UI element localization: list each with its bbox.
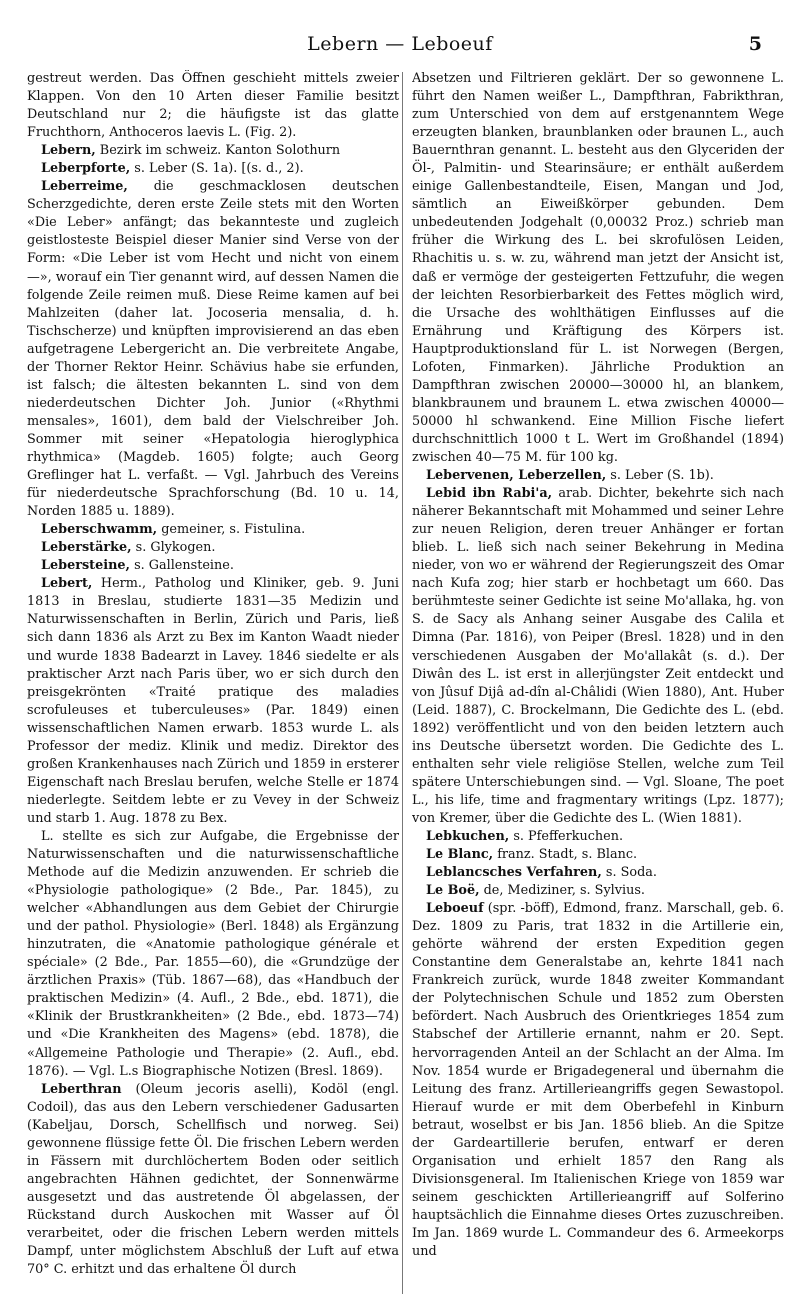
lemma: Leblancsches Verfahren, bbox=[426, 865, 602, 881]
entry-leberschwamm bbox=[27, 521, 399, 539]
entry-text: arab. Dichter, bekehrte sich nach näherer Bekanntschaft mit Mohammed und seiner Lehre zur neuen Religion, deren treuer Anhänger er fortan blieb. L. ließ sich nach seiner Bekehrung in Medina nieder, von wo er während der Regierungszeit des Omar nach Kufa zog; hier starb er hochbetagt um 660. Das berühmteste seiner Gedichte ist seine Mo'allaka, hg. von S. de Sacy als Anhang seiner Ausgabe des Calila et Dimna (Par. 1816), von Peiper (Bresl. 1828) und in den verschiedenen Ausgaben der Mo'allakât (s. d.). Der Diwân des L. ist erst in allerjüngster Zeit entdeckt und von Jûsuf Dijâ ad-dîn al-Châlidi (Wien 1880), Ant. Huber (Leid. 1887), C. Brockelmann, Die Gedichte des L. (ebd. 1892) veröffentlicht und von den beiden letztern auch ins Deutsche übersetzt worden. Die Gedichte des L. enthalten sehr viele religiöse Stellen, welche zum Teil spätere Unterschiebungen sind. — Vgl. Sloane, The poet L., his life, time and fragmentary writings (Lpz. 1877); von Kremer, über die Gedichte des L. (Wien 1881). bbox=[412, 486, 784, 826]
entry-lebersteine bbox=[27, 557, 399, 575]
lemma: Lebkuchen, bbox=[426, 828, 510, 844]
entry-leberreime bbox=[27, 178, 399, 521]
entry-text: s. Leber (S. 1a). [(s. d., 2). bbox=[130, 161, 304, 177]
entry-text: gemeiner, s. Fistulina. bbox=[157, 522, 306, 538]
lemma: Lebersteine, bbox=[41, 558, 130, 574]
column-divider bbox=[402, 72, 403, 1294]
continuation-text: gestreut werden. Das Öffnen geschieht mittels zweier Klappen. Von den 10 Arten dieser Familie besitzt Deutschland nur 2; die häufigste ist das glatte Fruchthorn, Anthoceros laevis L. (Fig. 2). bbox=[27, 71, 399, 141]
lemma: Lebervenen, Leberzellen, bbox=[426, 468, 607, 484]
lemma: Lebern, bbox=[41, 143, 96, 159]
entry-text: s. Pfefferkuchen. bbox=[509, 828, 624, 844]
page-number: 5 bbox=[748, 33, 762, 55]
entry-text: Bezirk im schweiz. Kanton Solothurn bbox=[95, 143, 341, 159]
entry-lebkuchen bbox=[412, 828, 784, 846]
entry-lebert-continued bbox=[27, 828, 399, 1081]
entry-leberstaerke bbox=[27, 539, 399, 557]
entry-text: s. Leber (S. 1b). bbox=[606, 468, 714, 484]
entry-text: die geschmacklosen deutschen Scherzgedichte, deren erste Zeile stets mit den Worten «Die Leber» anfängt; das bekannteste und zugleich geistlosteste Beispiel dieser Manier sind Verse von der Form: «Die Leber ist vom Hecht und nicht von einem —», worauf ein Tier genannt wird, auf dessen Namen die folgende Zeile reimen muß. Diese Reime kamen auf bei Mahlzeiten (daher lat. Jocoseria mensalia, d. h. Tischscherze) und knüpften improvisierend an das eben aufgetragene Lebergericht an. Die verbreitete Angabe, der Thorner Rektor Heinr. Schävius habe sie erfunden, ist falsch; die ältesten bekannten L. sind von dem niederdeutschen Dichter Joh. Junior («Rhythmi mensales», 1601), dem bald der Vielschreiber Joh. Sommer mit seiner «Hepatologia hieroglyphica rhythmica» (Magdeb. 1605) folgte; auch Georg Greflinger hat L. verfaßt. — Vgl. Jahrbuch des Vereins für niederdeutsche Sprachforschung (Bd. 10 u. 14, Norden 1885 u. 1889). bbox=[27, 179, 399, 520]
lemma: Leberthran bbox=[41, 1081, 122, 1097]
lemma: Lebert, bbox=[41, 576, 93, 592]
entry-lebern bbox=[27, 142, 399, 160]
entry-le-boe bbox=[412, 882, 784, 900]
lemma: Leboeuf bbox=[426, 901, 484, 917]
entry-lebervenen bbox=[412, 467, 784, 485]
right-column bbox=[412, 70, 784, 1295]
continuation-text: Absetzen und Filtrieren geklärt. Der so gewonnene L. führt den Namen weißer L., Dampfthran, Fabrikthran, zum Unterschied von dem auf erstgenanntem Wege erzeugten blanken, braunblanken oder braunen L., auch Bauernthran genannt. L. besteht aus den Glyceriden der Öl-, Palmitin- und Stearinsäure; er enthält außerdem einige Gallenbestandteile, Eisen, Mangan und Jod, sämtlich an Eiweißkörper gebunden. Dem unbedeutenden Jodgehalt (0,00032 Proz.) schrieb man früher die Wirkung des L. bei skrofulösen Leiden, Rhachitis u. s. w. zu, während man jetzt der Ansicht ist, daß er vermöge der gesteigerten Fettzufuhr, die wegen der leichten Resorbierbarkeit des Fettes möglich wird, die Ursache des wohlthätigen Einflusses auf die Ernährung und Kräftigung des Körpers ist. Hauptproduktionsland für L. ist Norwegen (Bergen, Lofoten, Finmarken). Jährliche Produktion an Dampfthran zwischen 20000—30000 hl, an blankem, blankbraunem und braunem L. etwa zwischen 40000—50000 hl schwankend. Eine Million Fische liefert durchschnittlich 1000 t L. Wert im Großhandel (1894) zwischen 40—75 M. für 100 kg. bbox=[412, 71, 784, 465]
running-head: Lebern — Leboeuf bbox=[307, 33, 493, 55]
lemma: Le Blanc, bbox=[426, 847, 494, 863]
entry-text: (spr. -böff), Edmond, franz. Marschall, geb. 6. Dez. 1809 zu Paris, trat 1832 in die Artillerie ein, gehörte während der ersten Expedition gegen Constantine dem Generalstabe an, kehrte 1841 nach Frankreich zurück, wurde 1848 zweiter Kommandant der Polytechnischen Schule und 1852 zum Obersten befördert. Nach Ausbruch des Orientkrieges 1854 zum Stabschef der Artillerie ernannt, nahm er 20. Sept. hervorragenden Anteil an der Schlacht an der Alma. Im Nov. 1854 wurde er Brigadegeneral und übernahm die Leitung des franz. Artillerieangriffs gegen Sewastopol. Hierauf wurde er mit dem Oberbefehl in Kinburn betraut, woselbst er bis Jan. 1856 blieb. An die Spitze der Gardeartillerie berufen, entwarf er deren Organisation und erhielt 1857 den Rang als Divisionsgeneral. Im Italienischen Kriege von 1859 war seinem geschickten Artillerieangriff auf Solferino hauptsächlich die Einnahme dieses Ortes zuzuschreiben. Im Jan. 1869 wurde L. Commandeur des 6. Armeekorps und bbox=[412, 901, 784, 1260]
entry-text: s. Soda. bbox=[601, 865, 657, 881]
entry-text: franz. Stadt, s. Blanc. bbox=[493, 847, 638, 863]
entry-text: Herm., Patholog und Kliniker, geb. 9. Juni 1813 in Breslau, studierte 1831—35 Medizin und Naturwissenschaften in Berlin, Zürich und Paris, ließ sich dann 1836 als Arzt zu Bex im Kanton Waadt nieder und wurde 1838 Badearzt in Lavey. 1846 siedelte er als praktischer Arzt nach Paris über, wo er sich durch den preisgekrönten «Traité pratique des maladies scrofuleuses et tuberculeuses» (Par. 1849) einen wissenschaftlichen Namen erwarb. 1853 wurde L. als Professor der mediz. Klinik und mediz. Direktor des großen Krankenhauses nach Zürich und 1859 in ersterer Eigenschaft nach Breslau berufen, welche Stelle er 1874 niederlegte. Seitdem lebte er zu Vevey in der Schweiz und starb 1. Aug. 1878 zu Bex. bbox=[27, 576, 399, 826]
entry-leberpforte bbox=[27, 160, 399, 178]
entry-leboeuf bbox=[412, 900, 784, 1261]
entry-lebid bbox=[412, 485, 784, 828]
lemma: Leberreime, bbox=[41, 179, 128, 195]
entry-text: s. Glykogen. bbox=[131, 540, 216, 556]
entry-text: L. stellte es sich zur Aufgabe, die Ergebnisse der Naturwissenschaften und die naturwissenschaftliche Methode auf die Medizin anzuwenden. Er schrieb die «Physiologie pathologique» (2 Bde., Par. 1845), zu welcher «Abhandlungen aus dem Gebiet der Chirurgie und der pathol. Physiologie» (Berl. 1848) als Ergänzung hinzutraten, die «Anatomie pathologique générale et spéciale» (2 Bde., Par. 1855—60), die «Grundzüge der ärztlichen Praxis» (Tüb. 1867—68), das «Handbuch der praktischen Medizin» (4. Aufl., 2 Bde., ebd. 1871), die «Klinik der Brustkrankheiten» (2 Bde., ebd. 1873—74) und «Die Krankheiten des Magens» (ebd. 1878), die «Allgemeine Pathologie und Therapie» (2. Aufl., ebd. 1876). — Vgl. L.s Biographische Notizen (Bresl. 1869). bbox=[27, 828, 399, 1079]
entry-leblancsches bbox=[412, 864, 784, 882]
lemma: Le Boë, bbox=[426, 883, 480, 899]
entry-text: de, Mediziner, s. Sylvius. bbox=[479, 883, 645, 899]
entry-le-blanc bbox=[412, 846, 784, 864]
page-header bbox=[30, 33, 770, 61]
left-column bbox=[27, 70, 399, 1295]
entry-lebert bbox=[27, 575, 399, 828]
lemma: Leberpforte, bbox=[41, 161, 131, 177]
lemma: Lebid ibn Rabi'a, bbox=[426, 486, 553, 502]
entry-text: s. Gallensteine. bbox=[130, 558, 234, 574]
lemma: Leberschwamm, bbox=[41, 522, 158, 538]
lemma: Leberstärke, bbox=[41, 540, 132, 556]
entry-leberthran bbox=[27, 1081, 399, 1280]
entry-text: (Oleum jecoris aselli), Kodöl (engl. Codoil), das aus den Lebern verschiedener Gadusarten (Kabeljau, Dorsch, Schellfisch und norweg. Sei) gewonnene flüssige fette Öl. Die frischen Lebern werden in Fässern mit durchlöchertem Boden oder seitlich angebrachten Hähnen gedichtet, der Sonnenwärme ausgesetzt und das austretende Öl abgelassen, der Rückstand durch Auskochen mit Wasser auf Öl verarbeitet, oder die frischen Lebern werden mittels Dampf, unter möglichstem Abschluß der Luft auf etwa 70° C. erhitzt und das erhaltene Öl durch bbox=[27, 1081, 399, 1278]
